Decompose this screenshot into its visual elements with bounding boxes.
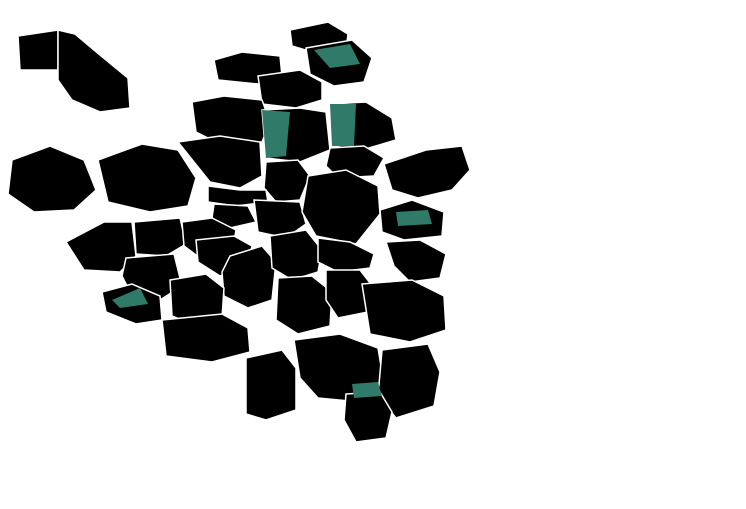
district-avtovokzal[interactable]	[246, 350, 296, 420]
district-pohulianka[interactable]	[318, 238, 374, 272]
district-levandivka[interactable]	[98, 144, 196, 212]
district-shapes	[8, 22, 470, 442]
district-vvelykoho-naukova[interactable]	[162, 314, 250, 362]
bar-chart	[490, 0, 746, 509]
district-santa-barbara[interactable]	[344, 392, 392, 442]
district-ryasne1[interactable]	[58, 30, 130, 112]
district-silmash[interactable]	[134, 218, 186, 256]
highlight-as6	[396, 210, 432, 226]
district-700richchia[interactable]	[192, 96, 270, 144]
highlight-santa-barbara	[352, 382, 382, 398]
district-batalna[interactable]	[362, 280, 446, 342]
highlight-rohatka	[330, 104, 356, 146]
district-ryasne2[interactable]	[18, 30, 58, 70]
district-bilohorshcha[interactable]	[8, 146, 96, 212]
district-studmistechko[interactable]	[222, 246, 276, 308]
district-kryvchytsi[interactable]	[384, 146, 470, 198]
district-stryiskyi[interactable]	[270, 230, 322, 280]
district-mayorivka[interactable]	[386, 240, 446, 282]
district-lychakiv[interactable]	[302, 170, 380, 244]
district-tsentr[interactable]	[264, 160, 310, 202]
highlight-pidzamche	[262, 110, 290, 158]
district-novyi-lviv[interactable]	[276, 276, 332, 334]
